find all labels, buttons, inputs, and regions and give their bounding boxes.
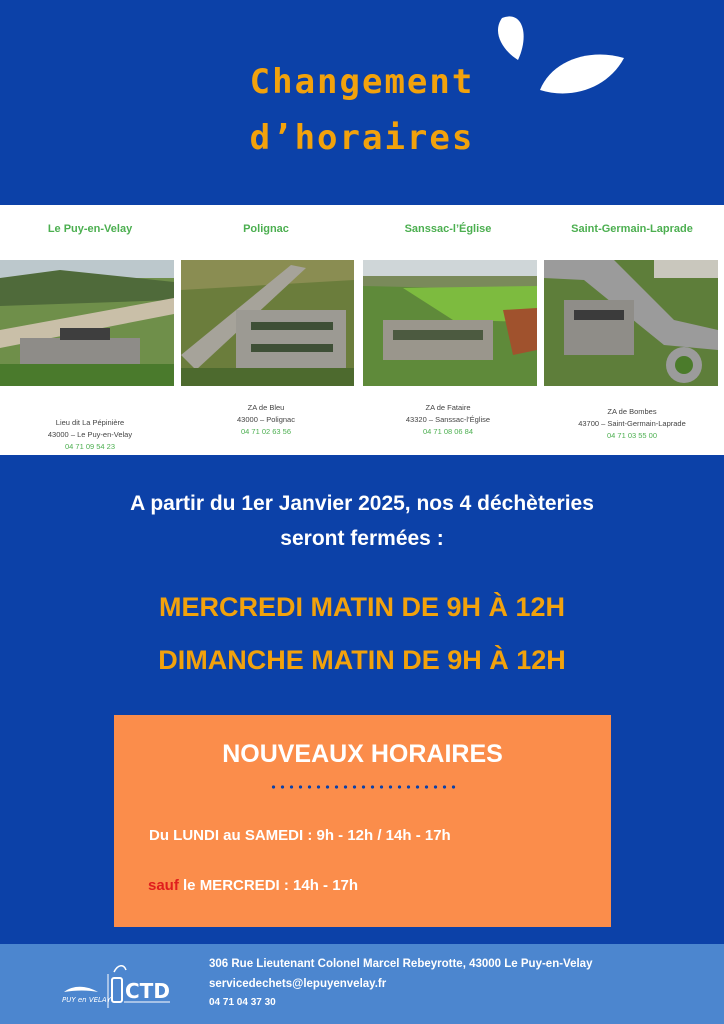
site-photo: [544, 260, 718, 386]
site-phone: 04 71 02 63 56: [240, 427, 292, 436]
site-place: Lieu dit La Pépinière: [55, 418, 125, 427]
footer-email[interactable]: servicedechets@lepuyenvelay.fr: [209, 978, 387, 990]
ctd-logo: [58, 956, 178, 1012]
site-city: 43000 – Le Puy-en-Velay: [47, 430, 133, 439]
site-photo: [181, 260, 354, 386]
site-place: ZA de Bombes: [607, 407, 657, 416]
page-title-line-2: d’horaires: [249, 118, 475, 158]
site-name: Saint-Germain-Laprade: [571, 223, 693, 235]
sites-panel: [0, 205, 724, 455]
announcement-line-2: seront fermées :: [280, 527, 444, 550]
footer-phone: 04 71 04 37 30: [209, 997, 276, 1008]
closure-wednesday: MERCREDI MATIN DE 9H À 12H: [158, 592, 566, 622]
site-card-sanssac: [358, 205, 538, 455]
site-name: Polignac: [243, 223, 289, 235]
site-place: ZA de Fataire: [425, 403, 471, 412]
site-city: 43320 – Sanssac-l’Église: [405, 415, 491, 424]
site-phone: 04 71 09 54 23: [64, 442, 116, 451]
weekday-hours: Du LUNDI au SAMEDI : 9h - 12h / 14h - 17h: [149, 827, 451, 844]
announcement-line-1: A partir du 1er Janvier 2025, nos 4 déchèteries: [130, 492, 594, 515]
new-hours-title: NOUVEAUX HORAIRES: [222, 740, 503, 768]
site-card-saint-germain: [540, 205, 724, 455]
logo-text-left: PUY en VELAY: [62, 996, 111, 1004]
except-label: sauf: [148, 877, 179, 894]
site-name: Le Puy-en-Velay: [47, 223, 133, 235]
dotted-divider: [269, 785, 459, 789]
site-phone: 04 71 03 55 00: [606, 431, 658, 440]
footer: [0, 944, 724, 1024]
page-title-line-1: Changement: [249, 62, 475, 102]
site-card-polignac: [176, 205, 356, 455]
site-phone: 04 71 08 06 84: [422, 427, 474, 436]
new-hours-box: [114, 715, 611, 927]
site-photo: [363, 260, 537, 386]
site-city: 43000 – Polignac: [237, 415, 295, 424]
site-name: Sanssac-l’Église: [404, 223, 492, 235]
wednesday-hours-text: le MERCREDI : 14h - 17h: [178, 877, 359, 894]
site-photo: [0, 260, 174, 386]
site-place: ZA de Bleu: [247, 403, 285, 412]
footer-address: 306 Rue Lieutenant Colonel Marcel Rebeyrotte, 43000 Le Puy-en-Velay: [209, 958, 593, 970]
wednesday-hours: [148, 877, 358, 894]
closure-sunday: DIMANCHE MATIN DE 9H À 12H: [158, 645, 566, 675]
site-card-le-puy: [0, 205, 180, 455]
site-city: 43700 – Saint-Germain-Laprade: [578, 419, 686, 428]
logo-text-right: CTD: [125, 979, 170, 1003]
